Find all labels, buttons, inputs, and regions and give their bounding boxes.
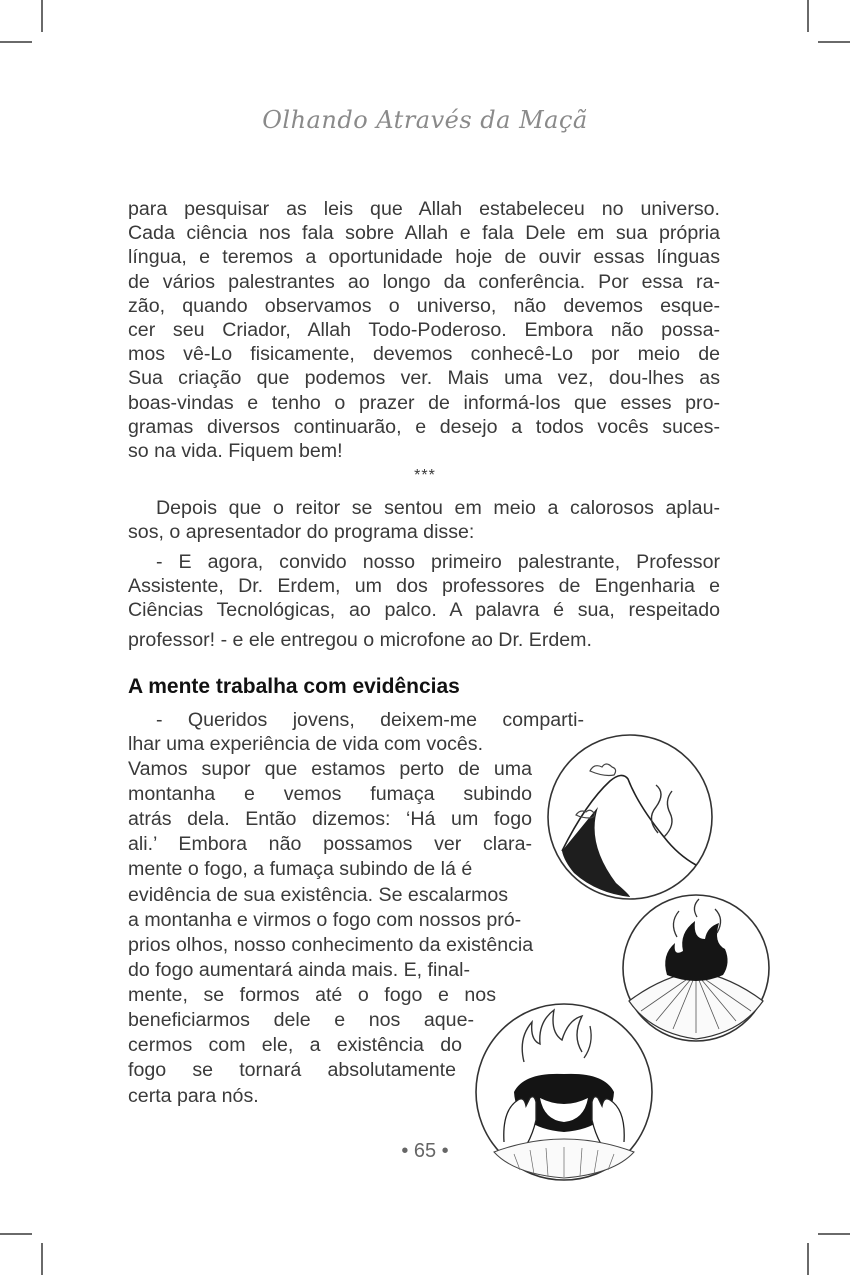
text-line: mos vê-Lo fisicamente, devemos conhecê-Lo por meio de xyxy=(128,343,720,366)
running-header-title: Olhando Através da Maçã xyxy=(262,106,588,134)
text-line: para pesquisar as leis que Allah estabeleceu no universo. xyxy=(128,198,720,220)
text-line: evidência de sua existência. Se escalarmos xyxy=(128,884,509,906)
text-line: Vamos supor que estamos perto de uma xyxy=(128,758,532,780)
text-line: so na vida. Fiquem bem! xyxy=(128,440,343,463)
text-line: Sua criação que podemos ver. Mais uma vez, dou-lhes as xyxy=(128,367,720,390)
text-line: ali.’ Embora não possamos ver clara- xyxy=(128,833,532,855)
crop-mark xyxy=(807,1243,809,1275)
text-line: cermos com ele, a existência do xyxy=(128,1034,462,1056)
text-line: cer seu Criador, Allah Todo-Poderoso. Embora não possa- xyxy=(128,319,720,342)
mountain-smoke-illustration xyxy=(546,733,714,901)
text-line: Depois que o reitor se sentou em meio a calorosos aplau- xyxy=(156,497,720,519)
crop-mark xyxy=(0,41,32,43)
text-line: beneficiarmos dele e nos aque- xyxy=(128,1009,474,1031)
text-line: montanha e vemos fumaça subindo xyxy=(128,783,532,805)
text-line: - Queridos jovens, deixem-me comparti- xyxy=(156,709,584,731)
text-line: do fogo aumentará ainda mais. E, final- xyxy=(128,959,471,981)
text-line: mente, se formos até o fogo e nos xyxy=(128,984,496,1006)
crop-mark xyxy=(0,1233,32,1235)
text-line: Assistente, Dr. Erdem, um dos professores de Engenharia e xyxy=(128,575,720,598)
crop-mark xyxy=(818,41,850,43)
text-line: boas-vindas e tenho o prazer de informá-los que esses pro- xyxy=(128,391,720,414)
text-line: prios olhos, nosso conhecimento da existência xyxy=(128,934,534,956)
text-line: gramas diversos continuarão, e desejo a todos vocês suces- xyxy=(128,415,720,438)
text-line: mente o fogo, a fumaça subindo de lá é xyxy=(128,858,473,880)
paragraph-3 xyxy=(128,550,720,652)
text-line: zão, quando observamos o universo, não devemos esque- xyxy=(128,294,720,317)
text-line: professor! - e ele entregou o microfone ao Dr. Erdem. xyxy=(128,628,592,651)
section-heading: A mente trabalha com evidências xyxy=(128,675,460,698)
crop-mark xyxy=(818,1233,850,1235)
crop-mark xyxy=(41,0,43,32)
text-line: fogo se tornará absolutamente xyxy=(128,1059,456,1081)
crop-mark xyxy=(807,0,809,32)
paragraph-2 xyxy=(128,496,720,544)
text-line: sos, o apresentador do programa disse: xyxy=(128,521,475,544)
text-line: de vários palestrantes ao longo da conferência. Por essa ra- xyxy=(128,270,720,293)
text-line: lhar uma experiência de vida com vocês. xyxy=(128,733,484,755)
text-line: - E agora, convido nosso primeiro palestrante, Professor xyxy=(156,551,720,573)
text-line: certa para nós. xyxy=(128,1085,259,1107)
text-line: Ciências Tecnológicas, ao palco. A palavra é sua, respeitado xyxy=(128,599,720,622)
text-line: língua, e teremos a oportunidade hoje de ouvir essas línguas xyxy=(128,246,720,269)
text-line: Cada ciência nos fala sobre Allah e fala Dele em sua própria xyxy=(128,222,720,245)
text-line: atrás dela. Então dizemos: ‘Há um fogo xyxy=(128,808,532,830)
page-number: • 65 • xyxy=(401,1140,449,1162)
paragraph-1 xyxy=(128,197,720,463)
text-line: a montanha e virmos o fogo com nossos pró- xyxy=(128,909,522,931)
crop-mark xyxy=(41,1243,43,1275)
section-separator: *** xyxy=(414,467,436,484)
